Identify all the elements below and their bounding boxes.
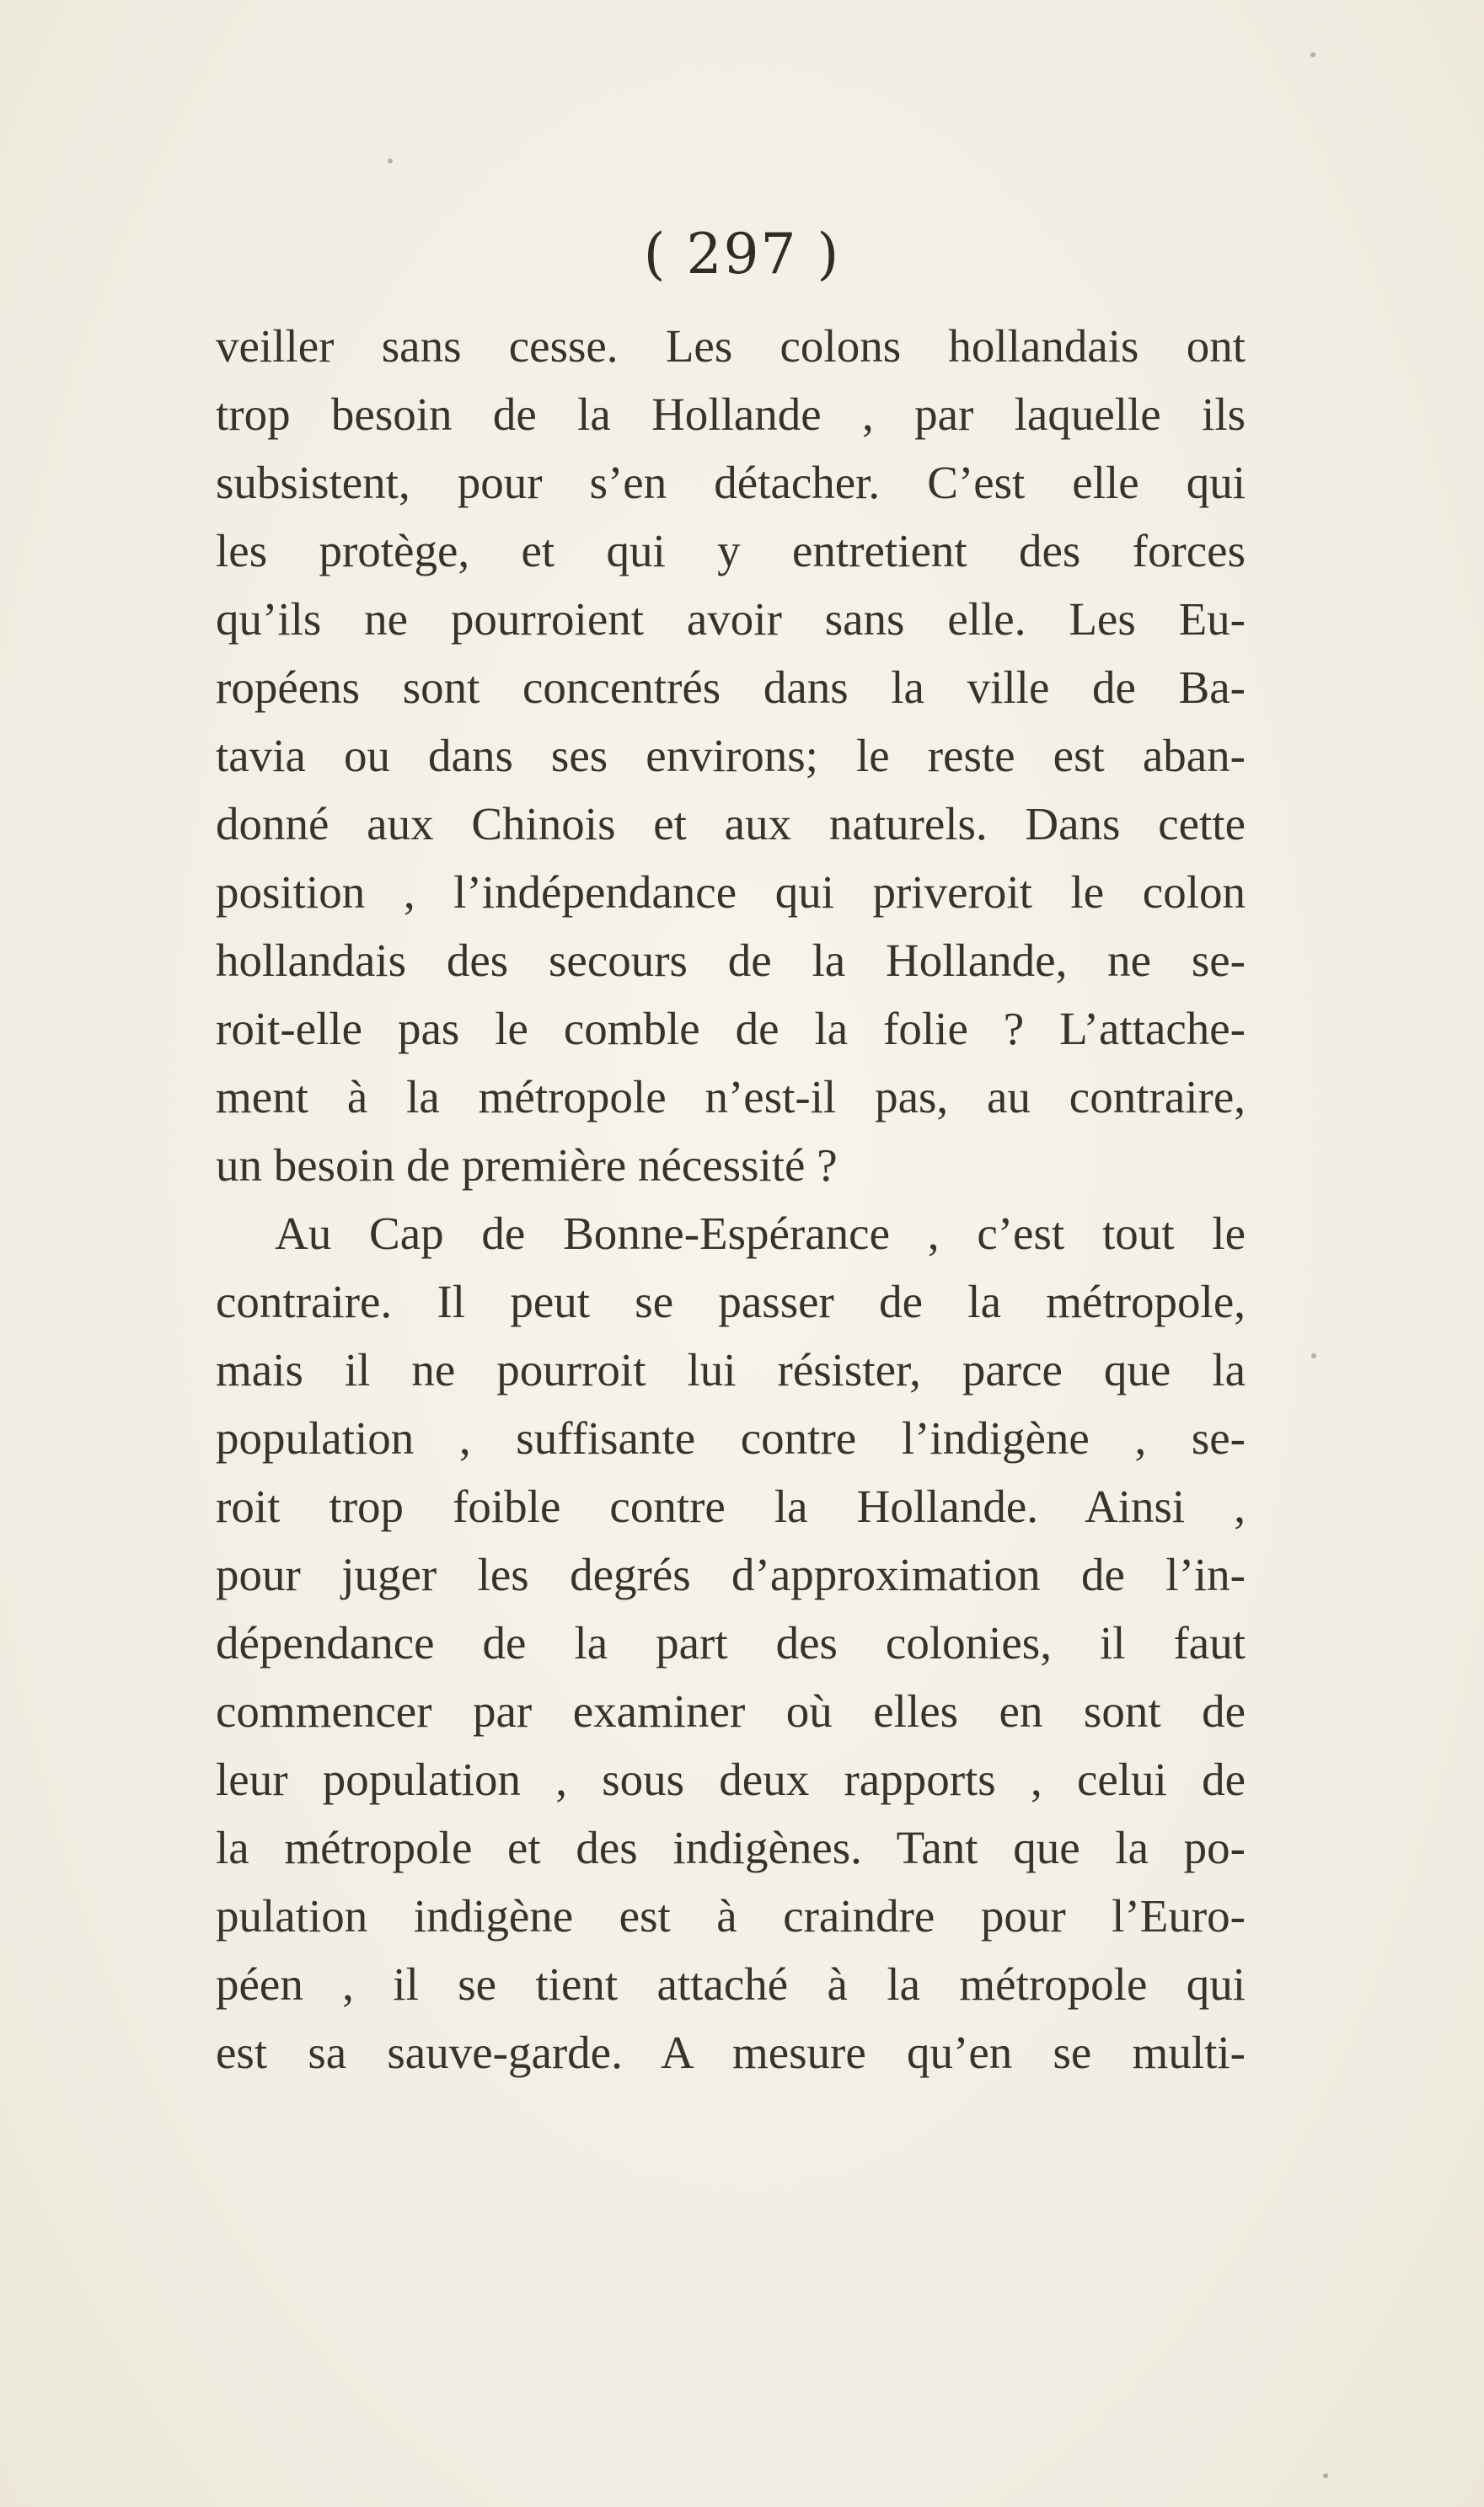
text-line: trop besoin de la Hollande , par laquelle ils (216, 388, 1246, 440)
text-line: pour juger les degrés d’approximation de l’in- (216, 1549, 1246, 1600)
text-line: un besoin de première nécessité ? (216, 1139, 838, 1191)
paragraph-2 (216, 1199, 1246, 2086)
page-number: ( 297 ) (643, 222, 841, 287)
paper-speck (1311, 1353, 1316, 1358)
text-line: roit-elle pas le comble de la folie ? L’attache- (216, 1003, 1246, 1054)
paper-speck (388, 158, 393, 163)
text-line: donné aux Chinois et aux naturels. Dans cette (216, 798, 1246, 849)
text-line: ropéens sont concentrés dans la ville de Ba- (216, 662, 1246, 713)
text-line: subsistent, pour s’en détacher. C’est elle qui (216, 457, 1246, 508)
body-text (216, 312, 1246, 2086)
text-line: roit trop foible contre la Hollande. Ainsi , (216, 1481, 1246, 1532)
text-line: leur population , sous deux rapports , celui de (216, 1754, 1246, 1805)
text-line: les protège, et qui y entretient des forces (216, 525, 1246, 576)
text-line: mais il ne pourroit lui résister, parce que la (216, 1344, 1246, 1395)
text-line: qu’ils ne pourroient avoir sans elle. Les Eu- (216, 593, 1246, 645)
text-line: contraire. Il peut se passer de la métropole, (216, 1276, 1246, 1327)
text-line: est sa sauve-garde. A mesure qu’en se multi- (216, 2027, 1246, 2078)
text-line: la métropole et des indigènes. Tant que la po- (216, 1822, 1246, 1873)
text-line: pulation indigène est à craindre pour l’Euro- (216, 1890, 1246, 1942)
text-line: dépendance de la part des colonies, il faut (216, 1617, 1246, 1669)
text-line: veiller sans cesse. Les colons hollandais ont (216, 320, 1246, 372)
text-line: population , suffisante contre l’indigène , se- (216, 1412, 1246, 1464)
text-line: commencer par examiner où elles en sont de (216, 1685, 1246, 1737)
text-line: position , l’indépendance qui priveroit le colon (216, 866, 1246, 918)
text-line: péen , il se tient attaché à la métropole qui (216, 1958, 1246, 2010)
paper-speck (1310, 52, 1315, 57)
text-line: hollandais des secours de la Hollande, ne se- (216, 935, 1246, 986)
text-line: Au Cap de Bonne-Espérance , c’est tout le (275, 1208, 1246, 1259)
paper-speck (1323, 2473, 1328, 2478)
paragraph-1 (216, 312, 1246, 1199)
text-line: ment à la métropole n’est-il pas, au contraire, (216, 1071, 1246, 1122)
text-line: tavia ou dans ses environs; le reste est aban- (216, 730, 1246, 781)
